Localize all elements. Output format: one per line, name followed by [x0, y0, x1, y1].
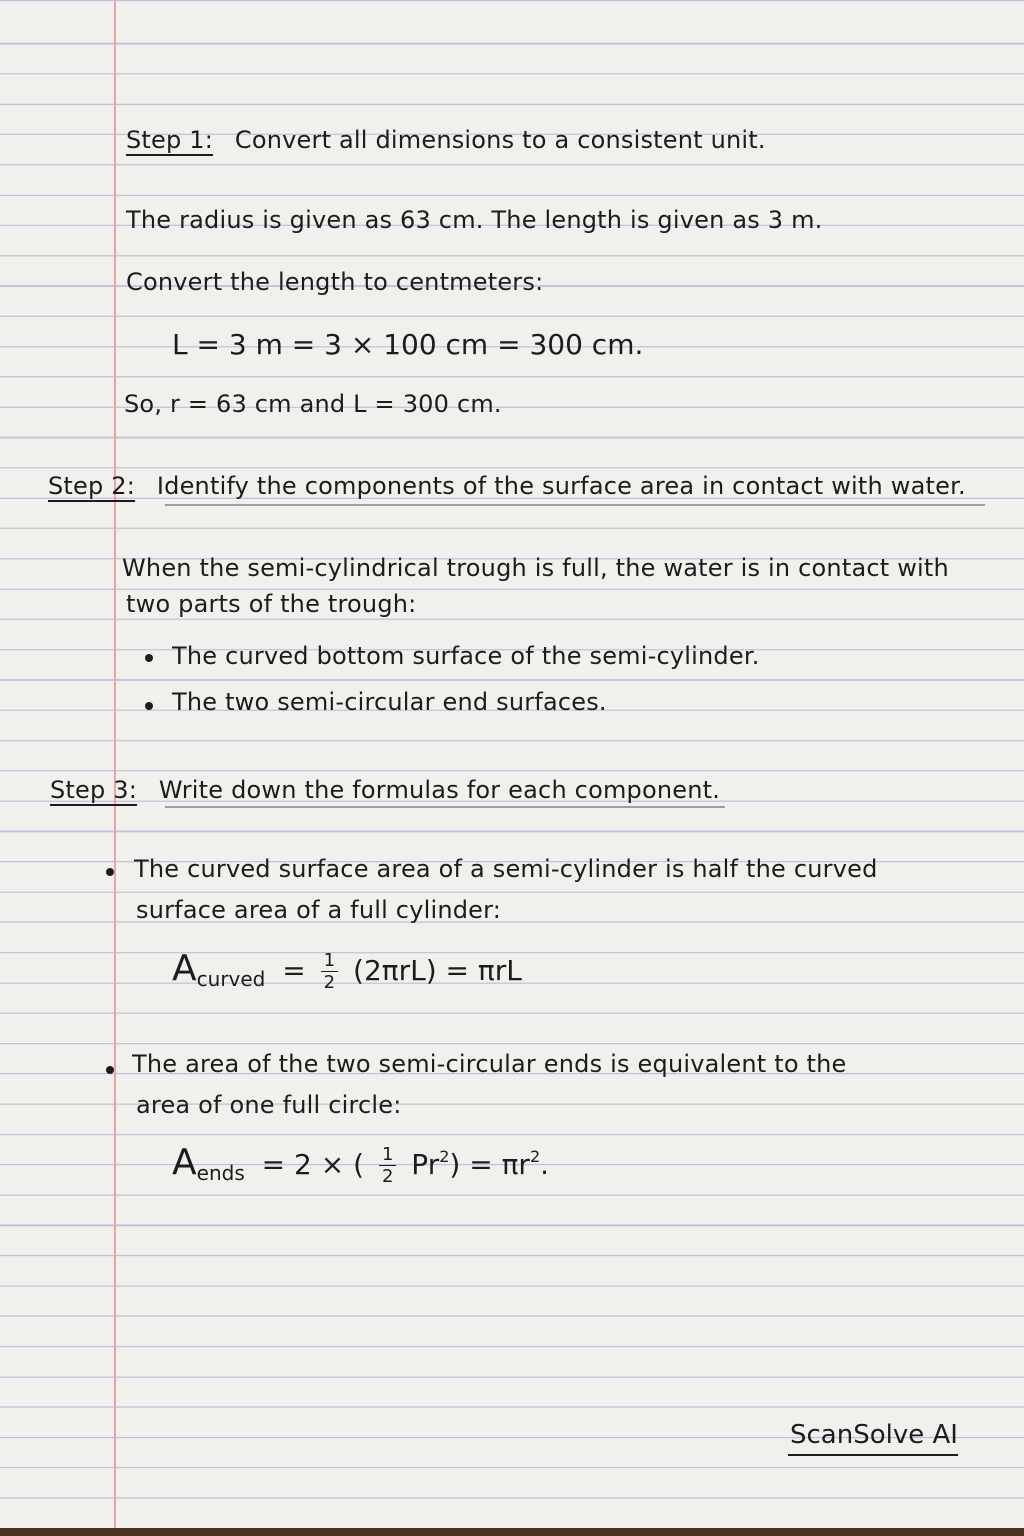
- formula2-sup-b: 2: [529, 1147, 541, 1166]
- step2-line2: two parts of the trough:: [126, 590, 417, 618]
- step2-heading: Identify the components of the surface area in contact with water.: [156, 472, 966, 500]
- formula2-part1: = 2 × (: [261, 1148, 365, 1181]
- step3-label: Step 3:: [50, 776, 138, 804]
- step1-heading: Convert all dimensions to a consistent unit.: [234, 126, 766, 154]
- step3-bullet2-line1: The area of the two semi-circular ends is equivalent to the: [132, 1050, 847, 1078]
- brand-watermark: ScanSolve AI: [790, 1420, 958, 1450]
- formula2-frac-num: 1: [379, 1146, 396, 1166]
- bullet-dot: [145, 654, 153, 662]
- step3-bullet2-line2: area of one full circle:: [136, 1091, 402, 1119]
- bullet-dot: [106, 1066, 114, 1074]
- formula2-subscript: ends: [196, 1161, 245, 1185]
- step1-heading-row: [126, 126, 766, 154]
- formula1-equals: =: [282, 954, 306, 987]
- formula2-tail: .: [540, 1148, 550, 1181]
- step3-bullet1-line2: surface area of a full cylinder:: [136, 896, 502, 924]
- brand-underline: [788, 1454, 958, 1456]
- formula1-subscript: curved: [196, 967, 266, 991]
- ends-area-formula: [172, 1142, 549, 1186]
- step2-line1: When the semi-cylindrical trough is full, the water is in contact with: [122, 554, 949, 582]
- step2-heading-underline: [165, 504, 985, 506]
- step1-line1: The radius is given as 63 cm. The length is given as 3 m.: [126, 206, 823, 234]
- formula2-part2: Pr: [411, 1148, 440, 1181]
- formula1-symbol: A: [172, 948, 197, 989]
- formula1-frac-den: 2: [323, 972, 336, 993]
- step1-line3: So, r = 63 cm and L = 300 cm.: [124, 390, 502, 418]
- curved-area-formula: [172, 948, 522, 992]
- step2-bullet-1: The curved bottom surface of the semi-cylinder.: [172, 642, 760, 670]
- step2-heading-row: [48, 472, 966, 500]
- formula1-fraction: [321, 952, 338, 992]
- bullet-dot: [145, 702, 153, 710]
- formula1-expression: (2πrL) = πrL: [353, 954, 522, 987]
- formula2-frac-den: 2: [381, 1166, 394, 1187]
- step3-bullet1-line1: The curved surface area of a semi-cylinder is half the curved: [134, 855, 878, 883]
- formula2-sup-a: 2: [439, 1147, 450, 1166]
- step2-label: Step 2:: [48, 472, 136, 500]
- formula1-frac-num: 1: [321, 952, 338, 972]
- desk-edge: [0, 1528, 1024, 1536]
- step3-heading: Write down the formulas for each component.: [158, 776, 721, 804]
- formula2-part3: ) = πr: [449, 1148, 530, 1181]
- step3-heading-underline: [165, 806, 725, 808]
- step2-bullet-2: The two semi-circular end surfaces.: [172, 688, 607, 716]
- step1-line2: Convert the length to centmeters:: [126, 268, 544, 296]
- step1-label: Step 1:: [126, 126, 214, 154]
- formula2-symbol: A: [172, 1142, 197, 1183]
- margin-line: [114, 0, 116, 1528]
- formula2-fraction: [379, 1146, 396, 1186]
- bullet-dot: [106, 868, 114, 876]
- step3-heading-row: [50, 776, 720, 804]
- step1-formula: L = 3 m = 3 × 100 cm = 300 cm.: [172, 328, 644, 361]
